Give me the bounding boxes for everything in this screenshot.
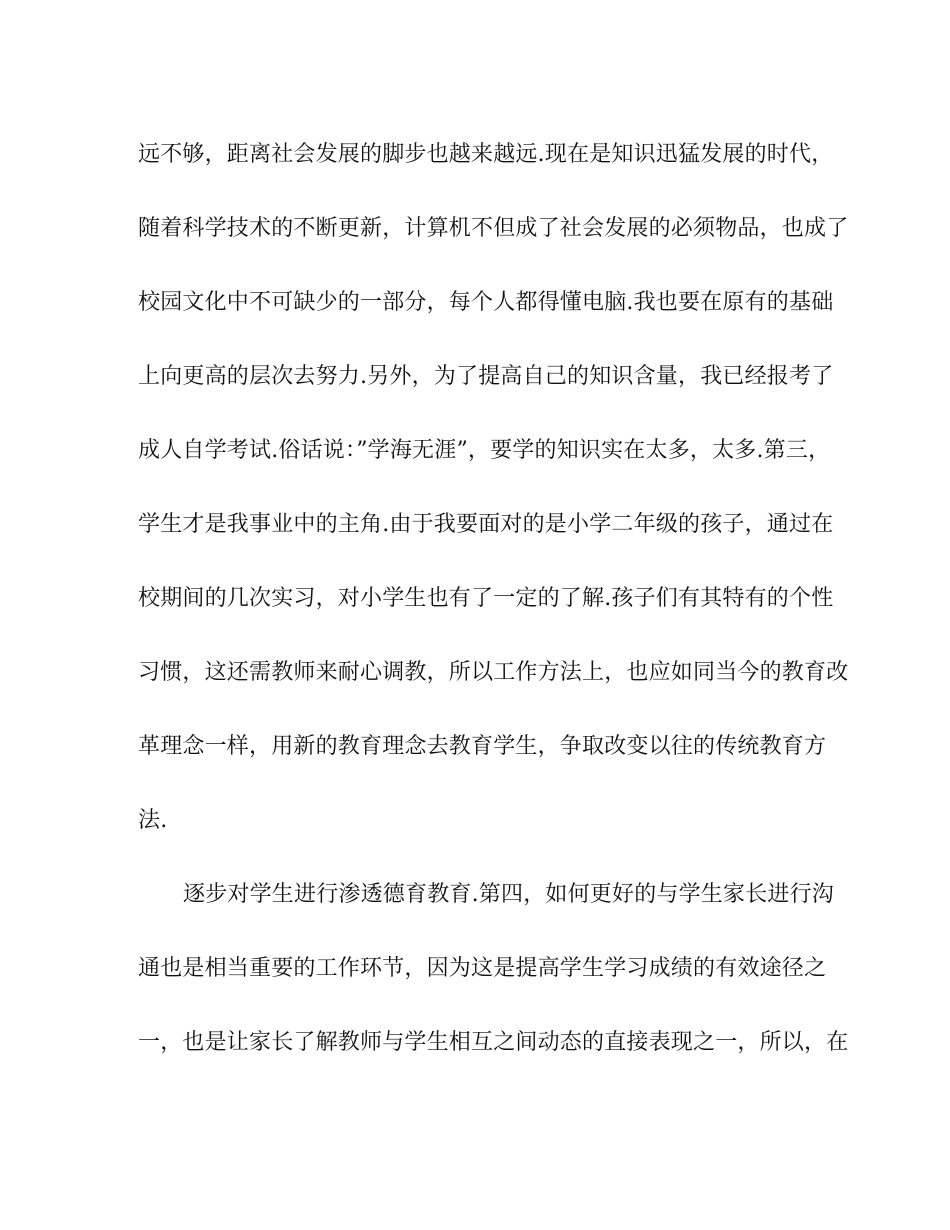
text-line: 革理念一样，用新的教育理念去教育学生，争取改变以往的传统教育方 (138, 734, 827, 759)
text-line: 远不够，距离社会发展的脚步也越来越远.现在是知识迅猛发展的时代， (138, 142, 834, 167)
text-line: 上向更高的层次去努力.另外，为了提高自己的知识含量，我已经报考了 (138, 364, 834, 389)
text-line: 学生才是我事业中的主角.由于我要面对的是小学二年级的孩子，通过在 (138, 512, 834, 537)
text-line: 校园文化中不可缺少的一部分，每个人都得懂电脑.我也要在原有的基础 (138, 290, 834, 315)
paragraph-first-line: 逐步对学生进行渗透德育教育.第四，如何更好的与学生家长进行沟 (183, 882, 834, 907)
text-line: 校期间的几次实习，对小学生也有了一定的了解.孩子们有其特有的个性 (138, 586, 834, 611)
text-line: 一，也是让家长了解教师与学生相互之间动态的直接表现之一，所以，在 (138, 1030, 849, 1055)
text-line: 成人自学考试.俗话说：”学海无涯”，要学的知识实在太多，太多.第三， (138, 438, 831, 463)
text-line: 法. (138, 808, 168, 833)
text-line: 随着科学技术的不断更新，计算机不但成了社会发展的必须物品，也成了 (138, 216, 849, 241)
text-line: 通也是相当重要的工作环节，因为这是提高学生学习成绩的有效途径之 (138, 956, 827, 981)
text-line: 习惯，这还需教师来耐心调教，所以工作方法上，也应如同当今的教育改 (138, 660, 849, 685)
